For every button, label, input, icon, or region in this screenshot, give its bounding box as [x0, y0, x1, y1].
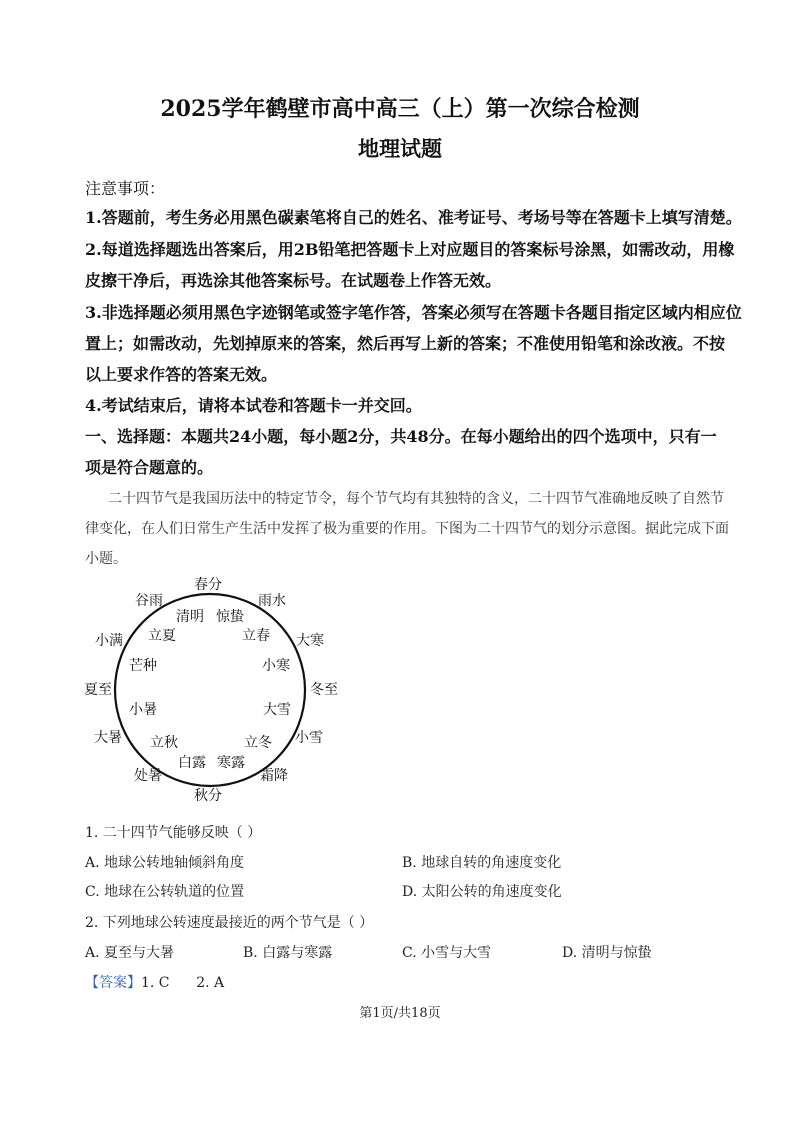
question-2-option-d: D. 清明与惊蛰 [562, 945, 652, 961]
term-xiao-shu: 小暑 [129, 702, 157, 718]
notes-heading: 注意事项： [85, 179, 166, 198]
term-da-xue: 大雪 [263, 702, 291, 718]
term-shuang-jiang: 霜降 [260, 768, 288, 784]
term-xiao-han: 小寒 [262, 658, 290, 674]
page-number: 第1页/共18页 [359, 1006, 441, 1021]
passage-line: 律变化，在人们日常生产生活中发挥了极为重要的作用。下图为二十四节气的划分示意图。据此完成下面 [85, 521, 729, 537]
answer-line [85, 972, 224, 992]
term-qing-ming: 清明 [176, 609, 204, 625]
section-heading: 一、选择题：本题共24小题，每小题2分，共48分。在每小题给出的四个选项中，只有一 [85, 427, 717, 446]
term-mang-zhong: 芒种 [129, 658, 157, 674]
question-1-option-d: D. 太阳公转的角速度变化 [402, 884, 562, 900]
notes-line: 皮擦干净后，再选涂其他答案标号。在试题卷上作答无效。 [85, 271, 502, 290]
term-gu-yu: 谷雨 [135, 593, 163, 609]
term-xia-zhi: 夏至 [84, 682, 112, 698]
question-2-option-b: B. 白露与寒露 [243, 945, 333, 961]
term-da-han: 大寒 [296, 633, 324, 649]
term-yu-shui: 雨水 [258, 593, 286, 609]
notes-line: 以上要求作答的答案无效。 [85, 365, 278, 384]
passage-line: 二十四节气是我国历法中的特定节令，每个节气均有其独特的含义，二十四节气准确地反映了自然节 [108, 491, 724, 507]
term-li-qiu: 立秋 [150, 735, 178, 751]
term-xiao-xue: 小雪 [295, 730, 323, 746]
term-li-chun: 立春 [242, 628, 270, 644]
term-chun-fen: 春分 [194, 577, 222, 593]
term-dong-zhi: 冬至 [310, 682, 338, 698]
term-xiao-man: 小满 [95, 633, 123, 649]
term-qiu-fen: 秋分 [194, 788, 222, 804]
term-da-shu: 大暑 [94, 730, 122, 746]
subject-title: 地理试题 [358, 136, 442, 161]
term-li-xia: 立夏 [148, 628, 176, 644]
question-2-stem: 2. 下列地球公转速度最接近的两个节气是（ ） [85, 915, 374, 931]
notes-line: 1.答题前，考生务必用黑色碳素笔将自己的姓名、准考证号、考场号等在答题卡上填写清楚。 [85, 208, 742, 227]
page-title: 2025学年鹤壁市高中高三（上）第一次综合检测 [160, 96, 640, 122]
question-1-option-c: C. 地球在公转轨道的位置 [85, 884, 245, 900]
notes-line: 3.非选择题必须用黑色字迹钢笔或签字笔作答，答案必须写在答题卡各题目指定区域内相应位 [85, 303, 742, 322]
notes-line: 置上；如需改动，先划掉原来的答案，然后再写上新的答案；不准使用铅笔和涂改液。不按 [85, 334, 726, 353]
solar-terms-diagram [0, 560, 800, 810]
answer-value: 1. C 2. A [141, 975, 225, 991]
term-han-lu: 寒露 [217, 755, 245, 771]
question-1-stem: 1. 二十四节气能够反映（ ） [85, 825, 262, 841]
orbit-circle [115, 594, 305, 786]
section-heading: 项是符合题意的。 [85, 458, 214, 477]
notes-line: 2.每道选择题选出答案后，用2B铅笔把答题卡上对应题目的答案标号涂黑，如需改动，用橡 [85, 240, 735, 259]
question-1-option-b: B. 地球自转的角速度变化 [402, 855, 562, 871]
term-li-dong: 立冬 [244, 735, 272, 751]
question-2-option-a: A. 夏至与大暑 [85, 945, 175, 961]
passage-line: 小题。 [85, 551, 127, 567]
term-chu-shu: 处暑 [134, 768, 162, 784]
answer-label: 【答案】 [85, 975, 141, 991]
notes-line: 4.考试结束后，请将本试卷和答题卡一并交回。 [85, 396, 422, 415]
term-bai-lu: 白露 [178, 755, 206, 771]
question-2-option-c: C. 小雪与大雪 [402, 945, 492, 961]
term-jing-zhe: 惊蛰 [216, 609, 244, 625]
question-1-option-a: A. 地球公转地轴倾斜角度 [85, 855, 245, 871]
